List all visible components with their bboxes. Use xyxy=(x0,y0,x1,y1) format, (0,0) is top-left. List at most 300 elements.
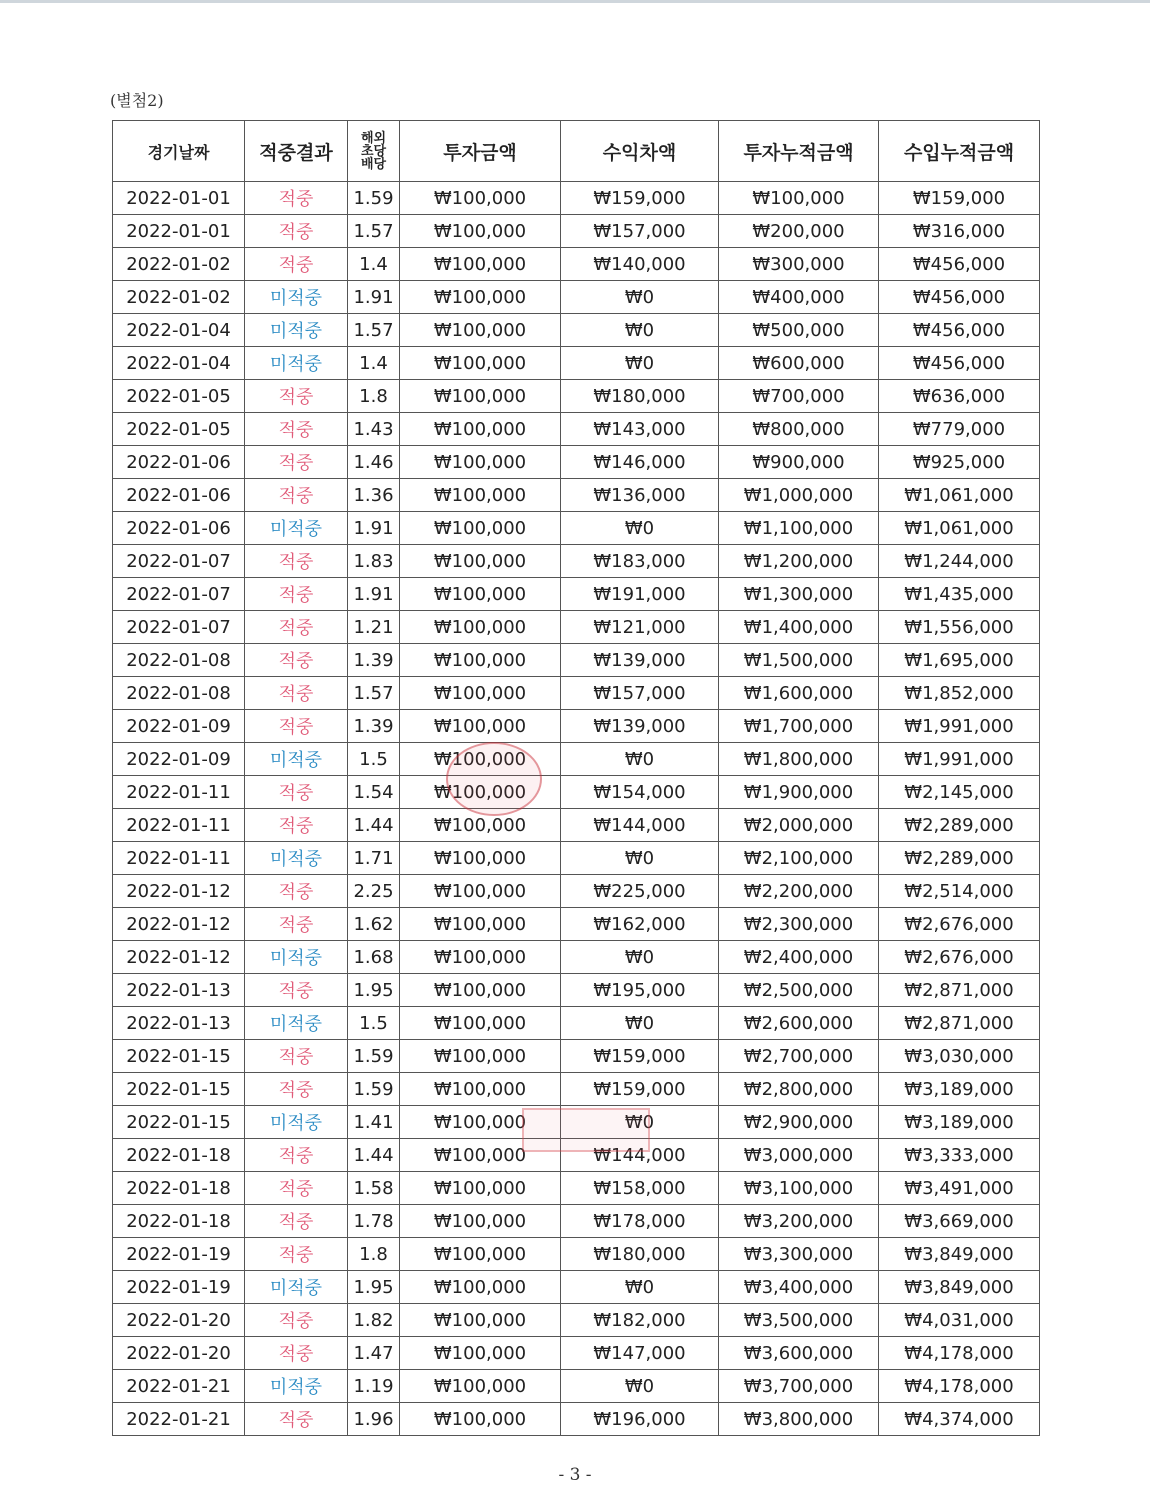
cell-profit: ₩157,000 xyxy=(561,677,719,710)
cell-date: 2022-01-15 xyxy=(113,1106,245,1139)
cell-cum-income: ₩2,289,000 xyxy=(879,842,1040,875)
cell-cum-income: ₩2,871,000 xyxy=(879,1007,1040,1040)
cell-date: 2022-01-12 xyxy=(113,941,245,974)
cell-invest: ₩100,000 xyxy=(400,1205,561,1238)
cell-invest: ₩100,000 xyxy=(400,578,561,611)
cell-cum-invest: ₩1,800,000 xyxy=(719,743,879,776)
cell-cum-invest: ₩3,100,000 xyxy=(719,1172,879,1205)
cell-invest: ₩100,000 xyxy=(400,1238,561,1271)
cell-result: 적중 xyxy=(245,545,348,578)
cell-result: 적중 xyxy=(245,1238,348,1271)
cell-cum-income: ₩3,189,000 xyxy=(879,1106,1040,1139)
cell-odds: 1.59 xyxy=(348,1073,400,1106)
cell-cum-income: ₩925,000 xyxy=(879,446,1040,479)
cell-result: 적중 xyxy=(245,215,348,248)
table-row xyxy=(113,974,1040,1007)
header-result: 적중결과 xyxy=(245,121,348,182)
cell-result: 적중 xyxy=(245,182,348,215)
cell-date: 2022-01-18 xyxy=(113,1139,245,1172)
table-row xyxy=(113,908,1040,941)
cell-profit: ₩157,000 xyxy=(561,215,719,248)
cell-invest: ₩100,000 xyxy=(400,182,561,215)
cell-cum-income: ₩3,849,000 xyxy=(879,1271,1040,1304)
cell-invest: ₩100,000 xyxy=(400,1370,561,1403)
cell-date: 2022-01-15 xyxy=(113,1073,245,1106)
table-row xyxy=(113,941,1040,974)
cell-odds: 1.4 xyxy=(348,248,400,281)
cell-invest: ₩100,000 xyxy=(400,1403,561,1436)
cell-date: 2022-01-08 xyxy=(113,644,245,677)
cell-result: 적중 xyxy=(245,809,348,842)
table-row xyxy=(113,215,1040,248)
cell-profit: ₩159,000 xyxy=(561,1073,719,1106)
cell-result: 미적중 xyxy=(245,1271,348,1304)
cell-result: 적중 xyxy=(245,1172,348,1205)
cell-profit: ₩136,000 xyxy=(561,479,719,512)
cell-profit: ₩147,000 xyxy=(561,1337,719,1370)
cell-odds: 1.5 xyxy=(348,743,400,776)
cell-result: 미적중 xyxy=(245,743,348,776)
cell-cum-invest: ₩3,400,000 xyxy=(719,1271,879,1304)
cell-result: 적중 xyxy=(245,1073,348,1106)
cell-odds: 1.5 xyxy=(348,1007,400,1040)
cell-odds: 1.57 xyxy=(348,314,400,347)
cell-cum-income: ₩4,374,000 xyxy=(879,1403,1040,1436)
cell-date: 2022-01-12 xyxy=(113,908,245,941)
cell-date: 2022-01-21 xyxy=(113,1403,245,1436)
cell-cum-invest: ₩2,700,000 xyxy=(719,1040,879,1073)
cell-result: 미적중 xyxy=(245,842,348,875)
cell-invest: ₩100,000 xyxy=(400,545,561,578)
cell-cum-invest: ₩1,200,000 xyxy=(719,545,879,578)
cell-cum-invest: ₩2,000,000 xyxy=(719,809,879,842)
cell-cum-income: ₩1,244,000 xyxy=(879,545,1040,578)
cell-cum-invest: ₩700,000 xyxy=(719,380,879,413)
cell-cum-invest: ₩1,100,000 xyxy=(719,512,879,545)
cell-cum-invest: ₩500,000 xyxy=(719,314,879,347)
cell-profit: ₩0 xyxy=(561,347,719,380)
cell-invest: ₩100,000 xyxy=(400,314,561,347)
header-odds-line: 초당 xyxy=(360,143,387,159)
cell-cum-income: ₩4,178,000 xyxy=(879,1337,1040,1370)
cell-cum-income: ₩3,189,000 xyxy=(879,1073,1040,1106)
cell-date: 2022-01-02 xyxy=(113,248,245,281)
cell-result: 미적중 xyxy=(245,281,348,314)
table-row xyxy=(113,578,1040,611)
table-row xyxy=(113,314,1040,347)
cell-profit: ₩0 xyxy=(561,1106,719,1139)
cell-date: 2022-01-07 xyxy=(113,545,245,578)
cell-odds: 1.83 xyxy=(348,545,400,578)
header-profit: 수익차액 xyxy=(561,121,719,182)
cell-cum-invest: ₩300,000 xyxy=(719,248,879,281)
cell-profit: ₩180,000 xyxy=(561,1238,719,1271)
header-odds xyxy=(348,121,400,182)
cell-profit: ₩0 xyxy=(561,1007,719,1040)
cell-invest: ₩100,000 xyxy=(400,413,561,446)
cell-cum-invest: ₩200,000 xyxy=(719,215,879,248)
cell-odds: 1.4 xyxy=(348,347,400,380)
table-row xyxy=(113,875,1040,908)
cell-invest: ₩100,000 xyxy=(400,842,561,875)
cell-date: 2022-01-09 xyxy=(113,743,245,776)
cell-result: 적중 xyxy=(245,776,348,809)
cell-odds: 1.21 xyxy=(348,611,400,644)
table-row xyxy=(113,182,1040,215)
cell-profit: ₩139,000 xyxy=(561,710,719,743)
cell-cum-invest: ₩3,600,000 xyxy=(719,1337,879,1370)
cell-result: 적중 xyxy=(245,1139,348,1172)
cell-odds: 1.57 xyxy=(348,677,400,710)
cell-invest: ₩100,000 xyxy=(400,479,561,512)
header-cum-invest: 투자누적금액 xyxy=(719,121,879,182)
cell-invest: ₩100,000 xyxy=(400,875,561,908)
table-row xyxy=(113,380,1040,413)
table-row xyxy=(113,446,1040,479)
cell-cum-invest: ₩3,800,000 xyxy=(719,1403,879,1436)
cell-invest: ₩100,000 xyxy=(400,677,561,710)
cell-invest: ₩100,000 xyxy=(400,809,561,842)
cell-date: 2022-01-09 xyxy=(113,710,245,743)
cell-invest: ₩100,000 xyxy=(400,1139,561,1172)
cell-profit: ₩143,000 xyxy=(561,413,719,446)
cell-profit: ₩154,000 xyxy=(561,776,719,809)
table-row xyxy=(113,1073,1040,1106)
cell-cum-income: ₩316,000 xyxy=(879,215,1040,248)
cell-odds: 1.47 xyxy=(348,1337,400,1370)
cell-invest: ₩100,000 xyxy=(400,446,561,479)
cell-profit: ₩195,000 xyxy=(561,974,719,1007)
cell-odds: 1.78 xyxy=(348,1205,400,1238)
cell-cum-income: ₩159,000 xyxy=(879,182,1040,215)
cell-odds: 1.95 xyxy=(348,1271,400,1304)
cell-profit: ₩146,000 xyxy=(561,446,719,479)
cell-odds: 1.43 xyxy=(348,413,400,446)
cell-date: 2022-01-01 xyxy=(113,182,245,215)
cell-profit: ₩0 xyxy=(561,1370,719,1403)
cell-invest: ₩100,000 xyxy=(400,1271,561,1304)
cell-result: 적중 xyxy=(245,710,348,743)
cell-cum-invest: ₩2,400,000 xyxy=(719,941,879,974)
page-number: - 3 - xyxy=(558,1465,592,1485)
cell-invest: ₩100,000 xyxy=(400,1007,561,1040)
cell-cum-invest: ₩3,200,000 xyxy=(719,1205,879,1238)
cell-invest: ₩100,000 xyxy=(400,1040,561,1073)
cell-profit: ₩159,000 xyxy=(561,1040,719,1073)
cell-odds: 1.39 xyxy=(348,710,400,743)
cell-invest: ₩100,000 xyxy=(400,611,561,644)
table-row xyxy=(113,1205,1040,1238)
cell-result: 적중 xyxy=(245,413,348,446)
cell-date: 2022-01-11 xyxy=(113,809,245,842)
cell-invest: ₩100,000 xyxy=(400,710,561,743)
table-row xyxy=(113,1007,1040,1040)
cell-cum-invest: ₩1,500,000 xyxy=(719,644,879,677)
table-row xyxy=(113,743,1040,776)
cell-cum-invest: ₩3,000,000 xyxy=(719,1139,879,1172)
table-row xyxy=(113,1403,1040,1436)
cell-cum-income: ₩4,178,000 xyxy=(879,1370,1040,1403)
scan-top-edge xyxy=(0,0,1150,3)
table-row xyxy=(113,1040,1040,1073)
cell-date: 2022-01-12 xyxy=(113,875,245,908)
cell-cum-income: ₩456,000 xyxy=(879,248,1040,281)
cell-result: 적중 xyxy=(245,1337,348,1370)
cell-profit: ₩0 xyxy=(561,743,719,776)
cell-invest: ₩100,000 xyxy=(400,1106,561,1139)
table-row xyxy=(113,1271,1040,1304)
cell-result: 적중 xyxy=(245,479,348,512)
cell-result: 적중 xyxy=(245,974,348,1007)
cell-result: 적중 xyxy=(245,380,348,413)
cell-result: 미적중 xyxy=(245,1370,348,1403)
cell-invest: ₩100,000 xyxy=(400,1304,561,1337)
cell-invest: ₩100,000 xyxy=(400,743,561,776)
cell-date: 2022-01-18 xyxy=(113,1205,245,1238)
cell-result: 적중 xyxy=(245,644,348,677)
table-row xyxy=(113,281,1040,314)
table-row xyxy=(113,479,1040,512)
cell-cum-invest: ₩1,900,000 xyxy=(719,776,879,809)
cell-profit: ₩182,000 xyxy=(561,1304,719,1337)
table-row xyxy=(113,1238,1040,1271)
cell-odds: 1.68 xyxy=(348,941,400,974)
cell-result: 미적중 xyxy=(245,1106,348,1139)
cell-cum-invest: ₩1,600,000 xyxy=(719,677,879,710)
cell-profit: ₩139,000 xyxy=(561,644,719,677)
cell-odds: 1.62 xyxy=(348,908,400,941)
cell-date: 2022-01-15 xyxy=(113,1040,245,1073)
cell-date: 2022-01-06 xyxy=(113,479,245,512)
cell-profit: ₩0 xyxy=(561,941,719,974)
cell-profit: ₩162,000 xyxy=(561,908,719,941)
table-row xyxy=(113,347,1040,380)
table-row xyxy=(113,512,1040,545)
header-odds-line: 배당 xyxy=(360,156,387,172)
cell-date: 2022-01-19 xyxy=(113,1238,245,1271)
cell-result: 적중 xyxy=(245,1205,348,1238)
cell-cum-income: ₩3,491,000 xyxy=(879,1172,1040,1205)
cell-cum-income: ₩3,849,000 xyxy=(879,1238,1040,1271)
cell-invest: ₩100,000 xyxy=(400,512,561,545)
cell-date: 2022-01-01 xyxy=(113,215,245,248)
cell-cum-income: ₩2,514,000 xyxy=(879,875,1040,908)
seal-stamp xyxy=(446,742,542,816)
cell-cum-invest: ₩2,200,000 xyxy=(719,875,879,908)
table-row xyxy=(113,545,1040,578)
cell-cum-income: ₩1,061,000 xyxy=(879,512,1040,545)
cell-cum-income: ₩4,031,000 xyxy=(879,1304,1040,1337)
cell-odds: 1.44 xyxy=(348,1139,400,1172)
cell-profit: ₩144,000 xyxy=(561,1139,719,1172)
cell-odds: 1.8 xyxy=(348,1238,400,1271)
cell-cum-invest: ₩400,000 xyxy=(719,281,879,314)
cell-cum-income: ₩2,145,000 xyxy=(879,776,1040,809)
cell-invest: ₩100,000 xyxy=(400,215,561,248)
cell-cum-income: ₩456,000 xyxy=(879,281,1040,314)
cell-date: 2022-01-04 xyxy=(113,347,245,380)
cell-cum-income: ₩456,000 xyxy=(879,347,1040,380)
header-odds-line: 해외 xyxy=(360,130,387,146)
cell-cum-income: ₩1,556,000 xyxy=(879,611,1040,644)
table-row xyxy=(113,413,1040,446)
cell-cum-invest: ₩600,000 xyxy=(719,347,879,380)
cell-cum-income: ₩1,991,000 xyxy=(879,743,1040,776)
cell-invest: ₩100,000 xyxy=(400,347,561,380)
cell-cum-income: ₩1,852,000 xyxy=(879,677,1040,710)
cell-profit: ₩140,000 xyxy=(561,248,719,281)
cell-profit: ₩0 xyxy=(561,842,719,875)
cell-invest: ₩100,000 xyxy=(400,908,561,941)
cell-cum-invest: ₩1,400,000 xyxy=(719,611,879,644)
cell-result: 미적중 xyxy=(245,347,348,380)
cell-invest: ₩100,000 xyxy=(400,1337,561,1370)
cell-cum-income: ₩3,333,000 xyxy=(879,1139,1040,1172)
cell-result: 미적중 xyxy=(245,941,348,974)
cell-odds: 1.39 xyxy=(348,644,400,677)
cell-date: 2022-01-20 xyxy=(113,1337,245,1370)
cell-profit: ₩225,000 xyxy=(561,875,719,908)
table-row xyxy=(113,1304,1040,1337)
cell-cum-invest: ₩100,000 xyxy=(719,182,879,215)
cell-date: 2022-01-08 xyxy=(113,677,245,710)
cell-result: 적중 xyxy=(245,1040,348,1073)
cell-cum-invest: ₩1,300,000 xyxy=(719,578,879,611)
cell-profit: ₩121,000 xyxy=(561,611,719,644)
cell-profit: ₩183,000 xyxy=(561,545,719,578)
table-row xyxy=(113,611,1040,644)
cell-cum-invest: ₩800,000 xyxy=(719,413,879,446)
header-cum-income: 수입누적금액 xyxy=(879,121,1040,182)
cell-result: 적중 xyxy=(245,908,348,941)
table-row xyxy=(113,1172,1040,1205)
cell-date: 2022-01-04 xyxy=(113,314,245,347)
cell-date: 2022-01-02 xyxy=(113,281,245,314)
cell-odds: 1.91 xyxy=(348,512,400,545)
header-date: 경기날짜 xyxy=(113,121,245,182)
cell-profit: ₩158,000 xyxy=(561,1172,719,1205)
cell-result: 미적중 xyxy=(245,512,348,545)
cell-result: 적중 xyxy=(245,578,348,611)
cell-profit: ₩180,000 xyxy=(561,380,719,413)
cell-cum-income: ₩2,289,000 xyxy=(879,809,1040,842)
cell-cum-income: ₩3,030,000 xyxy=(879,1040,1040,1073)
table-row xyxy=(113,842,1040,875)
cell-odds: 1.19 xyxy=(348,1370,400,1403)
cell-cum-income: ₩2,676,000 xyxy=(879,908,1040,941)
cell-profit: ₩0 xyxy=(561,281,719,314)
cell-odds: 1.36 xyxy=(348,479,400,512)
table-row xyxy=(113,1337,1040,1370)
cell-cum-invest: ₩2,600,000 xyxy=(719,1007,879,1040)
cell-date: 2022-01-20 xyxy=(113,1304,245,1337)
cell-cum-invest: ₩2,500,000 xyxy=(719,974,879,1007)
table-row xyxy=(113,776,1040,809)
cell-odds: 1.95 xyxy=(348,974,400,1007)
cell-odds: 2.25 xyxy=(348,875,400,908)
cell-profit: ₩0 xyxy=(561,314,719,347)
cell-date: 2022-01-18 xyxy=(113,1172,245,1205)
cell-cum-invest: ₩1,700,000 xyxy=(719,710,879,743)
cell-cum-income: ₩456,000 xyxy=(879,314,1040,347)
cell-cum-invest: ₩3,300,000 xyxy=(719,1238,879,1271)
cell-cum-invest: ₩3,500,000 xyxy=(719,1304,879,1337)
cell-date: 2022-01-07 xyxy=(113,611,245,644)
cell-date: 2022-01-11 xyxy=(113,842,245,875)
cell-result: 미적중 xyxy=(245,314,348,347)
cell-result: 미적중 xyxy=(245,1007,348,1040)
cell-profit: ₩178,000 xyxy=(561,1205,719,1238)
cell-date: 2022-01-19 xyxy=(113,1271,245,1304)
cell-odds: 1.41 xyxy=(348,1106,400,1139)
cell-cum-invest: ₩1,000,000 xyxy=(719,479,879,512)
cell-result: 적중 xyxy=(245,611,348,644)
seal-stamp-rect xyxy=(522,1108,650,1152)
cell-invest: ₩100,000 xyxy=(400,1073,561,1106)
cell-cum-income: ₩1,695,000 xyxy=(879,644,1040,677)
cell-date: 2022-01-05 xyxy=(113,413,245,446)
header-invest: 투자금액 xyxy=(400,121,561,182)
cell-profit: ₩196,000 xyxy=(561,1403,719,1436)
cell-cum-income: ₩2,676,000 xyxy=(879,941,1040,974)
cell-odds: 1.57 xyxy=(348,215,400,248)
cell-date: 2022-01-05 xyxy=(113,380,245,413)
cell-cum-income: ₩636,000 xyxy=(879,380,1040,413)
cell-odds: 1.91 xyxy=(348,578,400,611)
table-row xyxy=(113,710,1040,743)
cell-cum-income: ₩779,000 xyxy=(879,413,1040,446)
cell-cum-income: ₩1,435,000 xyxy=(879,578,1040,611)
cell-odds: 1.96 xyxy=(348,1403,400,1436)
cell-result: 적중 xyxy=(245,875,348,908)
cell-result: 적중 xyxy=(245,446,348,479)
table-header-row xyxy=(113,121,1040,182)
table-row xyxy=(113,248,1040,281)
cell-invest: ₩100,000 xyxy=(400,248,561,281)
cell-profit: ₩191,000 xyxy=(561,578,719,611)
cell-date: 2022-01-06 xyxy=(113,446,245,479)
cell-odds: 1.46 xyxy=(348,446,400,479)
cell-cum-invest: ₩3,700,000 xyxy=(719,1370,879,1403)
cell-odds: 1.82 xyxy=(348,1304,400,1337)
cell-date: 2022-01-21 xyxy=(113,1370,245,1403)
cell-result: 적중 xyxy=(245,248,348,281)
cell-odds: 1.59 xyxy=(348,182,400,215)
cell-profit: ₩0 xyxy=(561,1271,719,1304)
cell-invest: ₩100,000 xyxy=(400,281,561,314)
cell-cum-invest: ₩900,000 xyxy=(719,446,879,479)
cell-profit: ₩0 xyxy=(561,512,719,545)
cell-cum-income: ₩3,669,000 xyxy=(879,1205,1040,1238)
cell-invest: ₩100,000 xyxy=(400,644,561,677)
cell-odds: 1.58 xyxy=(348,1172,400,1205)
cell-result: 적중 xyxy=(245,1403,348,1436)
cell-profit: ₩159,000 xyxy=(561,182,719,215)
cell-cum-invest: ₩2,800,000 xyxy=(719,1073,879,1106)
cell-odds: 1.44 xyxy=(348,809,400,842)
cell-odds: 1.8 xyxy=(348,380,400,413)
cell-date: 2022-01-06 xyxy=(113,512,245,545)
cell-result: 적중 xyxy=(245,1304,348,1337)
cell-cum-invest: ₩2,300,000 xyxy=(719,908,879,941)
cell-odds: 1.59 xyxy=(348,1040,400,1073)
cell-date: 2022-01-13 xyxy=(113,974,245,1007)
cell-odds: 1.71 xyxy=(348,842,400,875)
attachment-label: (별첨2) xyxy=(110,91,164,110)
cell-odds: 1.91 xyxy=(348,281,400,314)
cell-date: 2022-01-13 xyxy=(113,1007,245,1040)
cell-date: 2022-01-07 xyxy=(113,578,245,611)
